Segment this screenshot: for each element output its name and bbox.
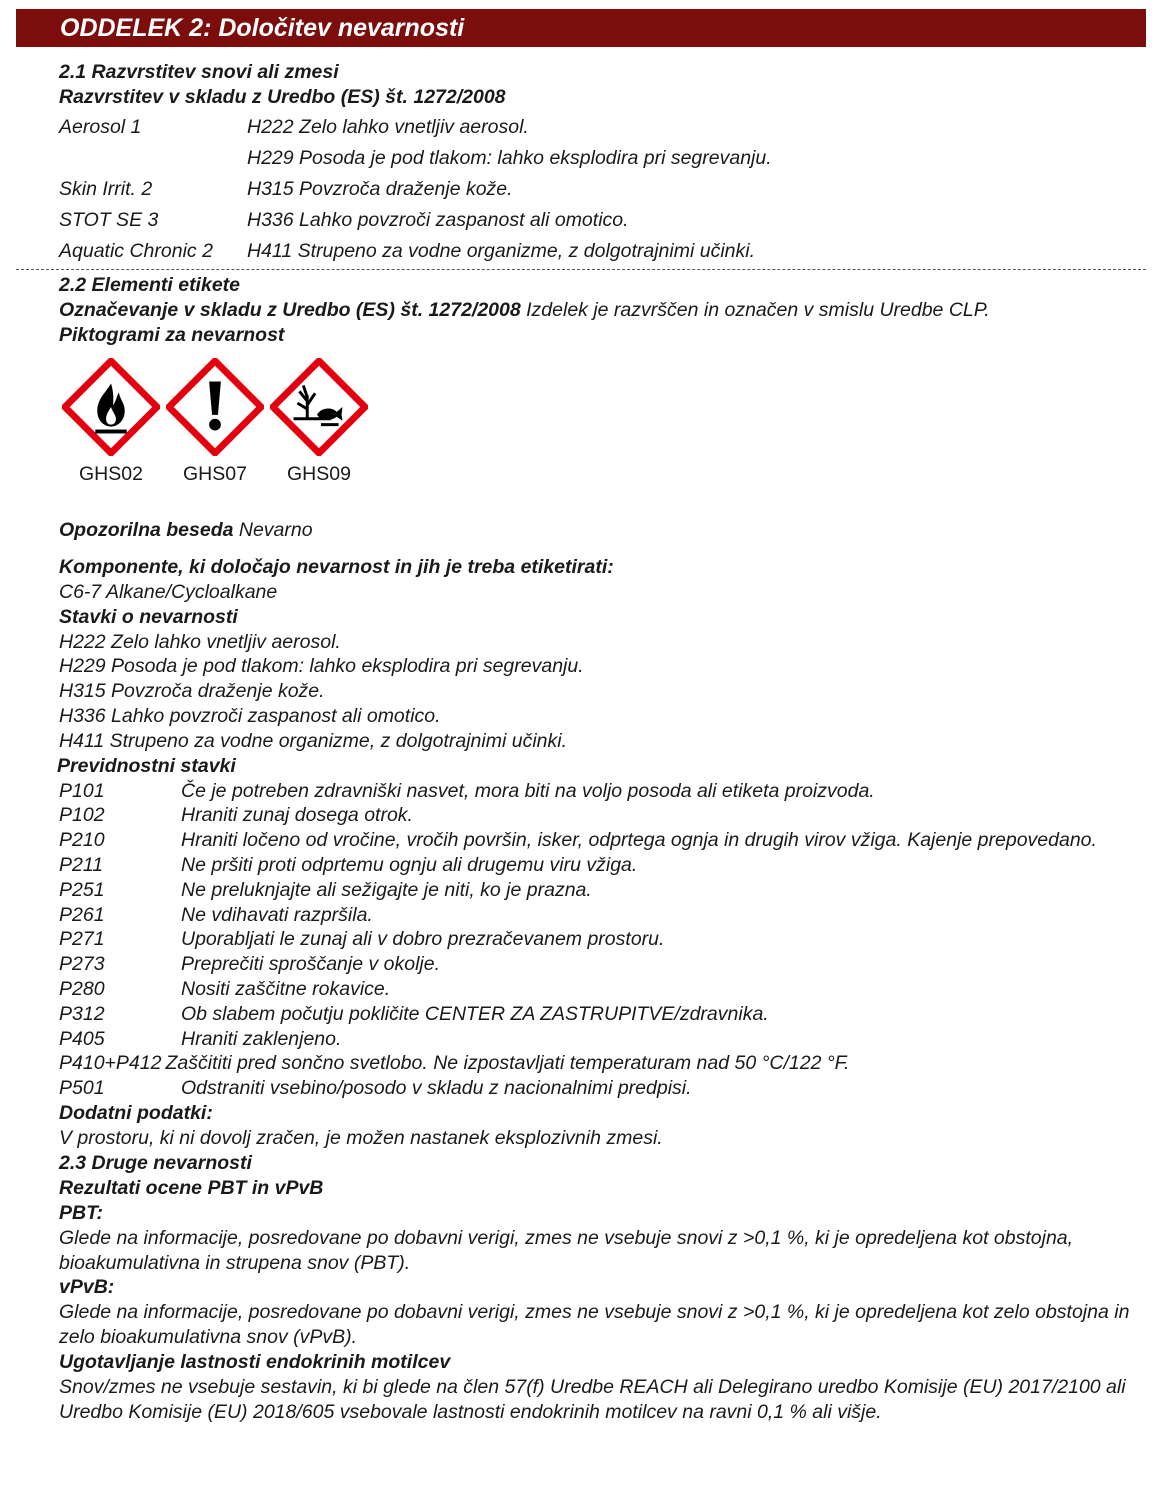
- precaution-row: [59, 779, 1139, 804]
- pictogram-label: GHS02: [79, 462, 143, 485]
- classification-row: [59, 205, 1139, 236]
- classification-code: Skin Irrit. 2: [59, 178, 153, 200]
- pictogram: [59, 358, 163, 508]
- precaution-row: [59, 878, 1139, 903]
- classification-code: [59, 143, 247, 174]
- endocrine-text: Snov/zmes ne vsebuje sestavin, ki bi glede na člen 57(f) Uredbe REACH ali Delegirano uredbo Komisije (EU) 2017/2100 ali Uredbo Komisije (EU) 2018/605 vsebovale lastnosti endokrinih motilcev na ravni 0,1 % ali višje.: [59, 1375, 1126, 1423]
- exclamation-icon: [166, 358, 264, 456]
- pictogram-label: GHS09: [287, 462, 351, 485]
- precaution-text: Uporabljati le zunaj ali v dobro prezračevanem prostoru.: [181, 928, 665, 951]
- precaution-code: P210: [59, 829, 105, 852]
- precaution-row: [59, 903, 1139, 928]
- precaution-code: P501: [59, 1077, 105, 1100]
- classification-subheading: Razvrstitev v skladu z Uredbo (ES) št. 1272/2008: [59, 86, 506, 108]
- classification-row: [59, 236, 1139, 267]
- classification-text: H315 Povzroča draženje kože.: [247, 178, 513, 200]
- labelling-text: Izdelek je razvrščen in označen v smislu Uredbe CLP.: [520, 299, 990, 321]
- components-text: C6-7 Alkane/Cycloalkane: [59, 580, 278, 603]
- pictogram-row: [59, 358, 1139, 508]
- precaution-code: P261: [59, 903, 105, 926]
- pictogram: [163, 358, 267, 508]
- precaution-text: Ne preluknjajte ali sežigajte je niti, ko je prazna.: [181, 878, 592, 901]
- vpvb-heading: vPvB:: [59, 1276, 115, 1299]
- classification-table: [59, 112, 1139, 267]
- precaution-text: Hraniti zunaj dosega otrok.: [181, 804, 413, 827]
- precaution-text: Preprečiti sproščanje v okolje.: [181, 953, 441, 976]
- precaution-code: P211: [59, 853, 104, 876]
- hazard-statement: H315 Povzroča draženje kože.: [59, 680, 325, 703]
- classification-row: [59, 174, 1139, 205]
- classification-code: STOT SE 3: [59, 209, 159, 231]
- precaution-text: Hraniti ločeno od vročine, vročih površin, isker, odprtega ognja in drugih virov vžiga. Kajenje prepovedano.: [181, 829, 1097, 852]
- hazard-statement: H229 Posoda je pod tlakom: lahko eksplodira pri segrevanju.: [59, 655, 584, 678]
- classification-text: H336 Lahko povzroči zaspanost ali omotico.: [247, 209, 629, 231]
- precaution-text: Če je potreben zdravniški nasvet, mora biti na voljo posoda ali etiketa proizvoda.: [181, 779, 875, 802]
- flame-icon: [62, 358, 160, 456]
- precaution-code: P410+P412: [59, 1052, 162, 1075]
- hazard-statements-heading: Stavki o nevarnosti: [59, 605, 238, 628]
- precaution-row: [59, 1002, 1139, 1027]
- section-header: [16, 9, 1146, 47]
- additional-info-text: V prostoru, ki ni dovolj zračen, je možen nastanek eksplozivnih zmesi.: [59, 1126, 663, 1149]
- labelling-bold: Označevanje v skladu z Uredbo (ES) št. 1272/2008: [59, 299, 521, 321]
- precaution-code: P273: [59, 953, 105, 976]
- section-title: ODDELEK 2: Določitev nevarnosti: [60, 14, 465, 42]
- precaution-row: [59, 927, 1139, 952]
- hazard-statement: H336 Lahko povzroči zaspanost ali omotico.: [59, 704, 441, 727]
- signal-word-label: Opozorilna beseda: [59, 518, 234, 541]
- classification-text: H229 Posoda je pod tlakom: lahko eksplodira pri segrevanju.: [247, 147, 772, 169]
- classification-code: Aquatic Chronic 2: [59, 240, 213, 262]
- precautionary-statements-heading: Previdnostni stavki: [57, 754, 236, 777]
- signal-word-value: Nevarno: [233, 518, 313, 541]
- additional-info-heading: Dodatni podatki:: [59, 1101, 213, 1124]
- pictogram-label: GHS07: [183, 462, 247, 485]
- precaution-text: Zaščititi pred sončno svetlobo. Ne izpostavljati temperaturam nad 50 °C/122 °F.: [165, 1052, 850, 1075]
- classification-text: H411 Strupeno za vodne organizme, z dolgotrajnimi učinki.: [247, 240, 755, 262]
- precaution-text: Ne vdihavati razpršila.: [181, 903, 373, 926]
- classification-row: [59, 143, 1139, 174]
- precaution-text: Hraniti zaklenjeno.: [181, 1027, 342, 1050]
- hazard-statement: H411 Strupeno za vodne organizme, z dolgotrajnimi učinki.: [59, 729, 567, 752]
- precaution-code: P312: [59, 1002, 105, 1025]
- pbt-heading: PBT:: [59, 1201, 104, 1224]
- classification-row: [59, 112, 1139, 143]
- labelling-line: [59, 298, 1139, 323]
- endocrine-heading: Ugotavljanje lastnosti endokrinih motilcev: [59, 1350, 451, 1373]
- pictograms-heading: Piktogrami za nevarnost: [59, 323, 285, 346]
- precaution-row: [59, 828, 1139, 853]
- precaution-row: [59, 1027, 1139, 1052]
- precaution-text: Odstraniti vsebino/posodo v skladu z nacionalnimi predpisi.: [181, 1077, 692, 1100]
- environment-icon: [270, 358, 368, 456]
- precaution-row: [59, 952, 1139, 977]
- precaution-code: P102: [59, 804, 105, 827]
- pbt-results-heading: Rezultati ocene PBT in vPvB: [59, 1176, 324, 1199]
- classification-text: H222 Zelo lahko vnetljiv aerosol.: [247, 116, 529, 138]
- precaution-row: [59, 1051, 1139, 1076]
- precaution-code: P280: [59, 977, 105, 1000]
- heading-2-1: 2.1 Razvrstitev snovi ali zmesi: [59, 61, 339, 83]
- pictogram: [267, 358, 371, 508]
- classification-code: Aerosol 1: [59, 116, 142, 138]
- precaution-text: Ne pršiti proti odprtemu ognju ali drugemu viru vžiga.: [181, 853, 638, 876]
- hazard-statement: H222 Zelo lahko vnetljiv aerosol.: [59, 630, 341, 653]
- precaution-row: [59, 853, 1139, 878]
- vpvb-text: Glede na informacije, posredovane po dobavni verigi, zmes ne vsebuje snovi z >0,1 %, ki je opredeljena kot zelo obstojna in zelo bioakumulativna snov (vPvB).: [59, 1301, 1130, 1349]
- precaution-code: P251: [59, 878, 105, 901]
- precaution-text: Nositi zaščitne rokavice.: [181, 977, 391, 1000]
- precaution-row: [59, 977, 1139, 1002]
- components-heading: Komponente, ki določajo nevarnost in jih je treba etiketirati:: [59, 555, 614, 578]
- precaution-row: [59, 803, 1139, 828]
- heading-2-2: 2.2 Elementi etikete: [59, 274, 241, 296]
- signal-word-line: [59, 518, 1139, 543]
- precaution-code: P271: [59, 928, 105, 951]
- document-body: [59, 60, 1139, 1425]
- heading-2-3: 2.3 Druge nevarnosti: [59, 1151, 252, 1174]
- precaution-code: P101: [59, 779, 105, 802]
- precaution-text: Ob slabem počutju pokličite CENTER ZA ZASTRUPITVE/zdravnika.: [181, 1002, 769, 1025]
- precaution-code: P405: [59, 1027, 105, 1050]
- pbt-text: Glede na informacije, posredovane po dobavni verigi, zmes ne vsebuje snovi z >0,1 %, ki je opredeljena kot obstojna, bioakumulativna in strupena snov (PBT).: [59, 1226, 1074, 1274]
- precaution-row: [59, 1076, 1139, 1101]
